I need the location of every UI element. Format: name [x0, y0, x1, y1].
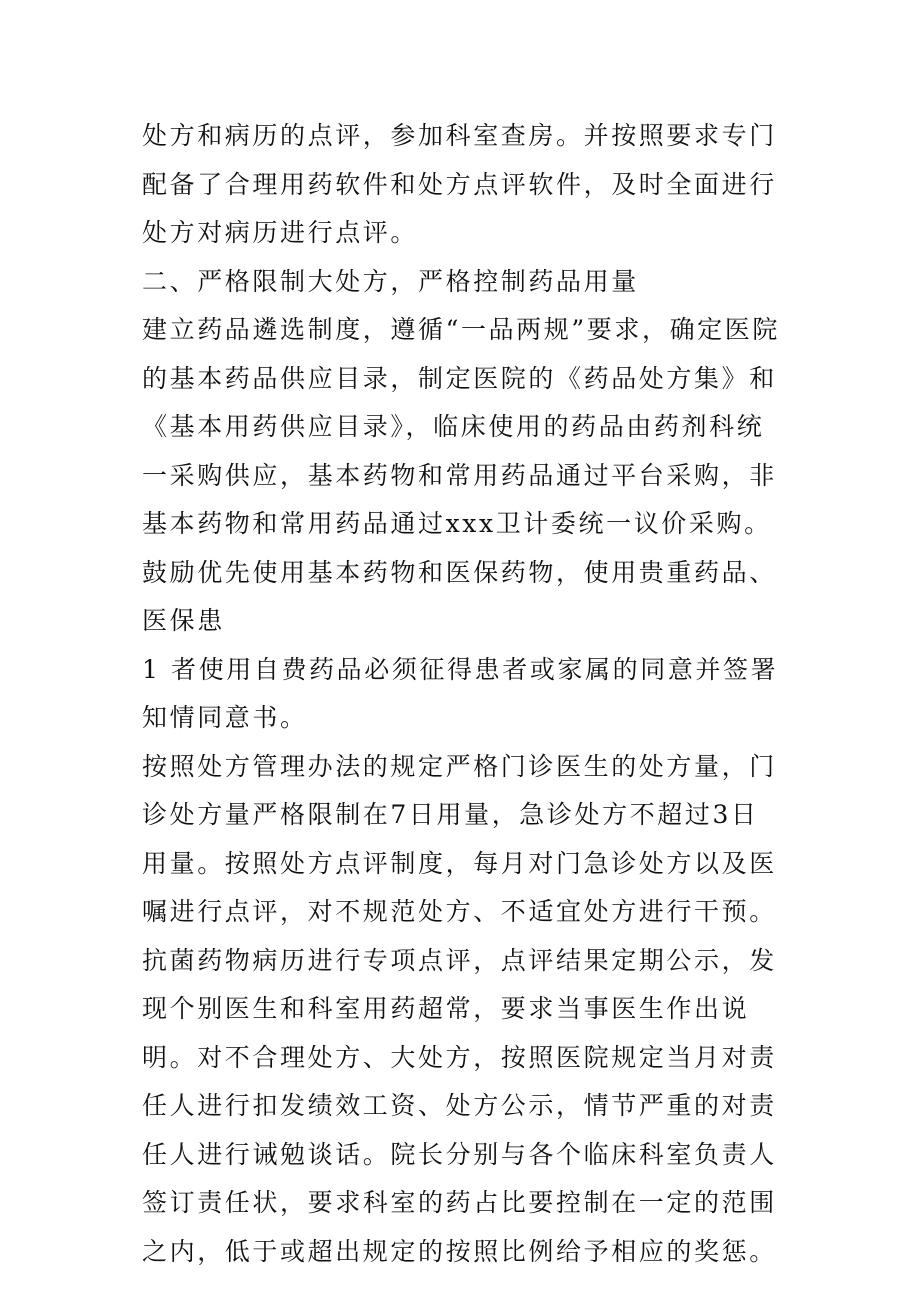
paragraph-prescription-limits: 按照处方管理办法的规定严格门诊医生的处方量，门诊处方量严格限制在7日用量，急诊处方不超过3日用量。按照处方点评制度，每月对门急诊处方以及医嘱进行点评，对不规范处方、不适宜处方进行干预。抗菌药物病历进行专项点评，点评结果定期公示，发现个别医生和科室用药超常，要求当事医生作出说明。对不合理处方、大处方，按照医院规定当月对责任人进行扣发绩效工资、处方公示，情节严重的对责任人进行诫勉谈话。院长分别与各个临床科室负责人签订责任状，要求科室的药占比要控制在一定的范围之内，低于或超出规定的按照比例给予相应的奖惩。 — [142, 751, 777, 1266]
paragraph-drug-selection: 建立药品遴选制度，遵循“一品两规”要求，确定医院的基本药品供应目录，制定医院的《药品处方集》和《基本用药供应目录》，临床使用的药品由药剂科统一采购供应，基本药物和常用药品通过平台采购，非基本药物和常用药品通过xxx卫计委统一议价采购。鼓励优先使用基本药物和医保药物，使用贵重药品、医保患 — [142, 315, 780, 635]
document-body — [142, 112, 782, 1276]
paragraph-consent: 1 者使用自费药品必须征得患者或家属的同意并签署知情同意书。 — [142, 654, 779, 732]
paragraph-review-intro: 处方和病历的点评，参加科室查房。并按照要求专门配备了合理用药软件和处方点评软件，及时全面进行处方对病历进行点评。 — [142, 121, 777, 247]
section-heading-2: 二、严格限制大处方，严格控制药品用量 — [142, 266, 639, 296]
